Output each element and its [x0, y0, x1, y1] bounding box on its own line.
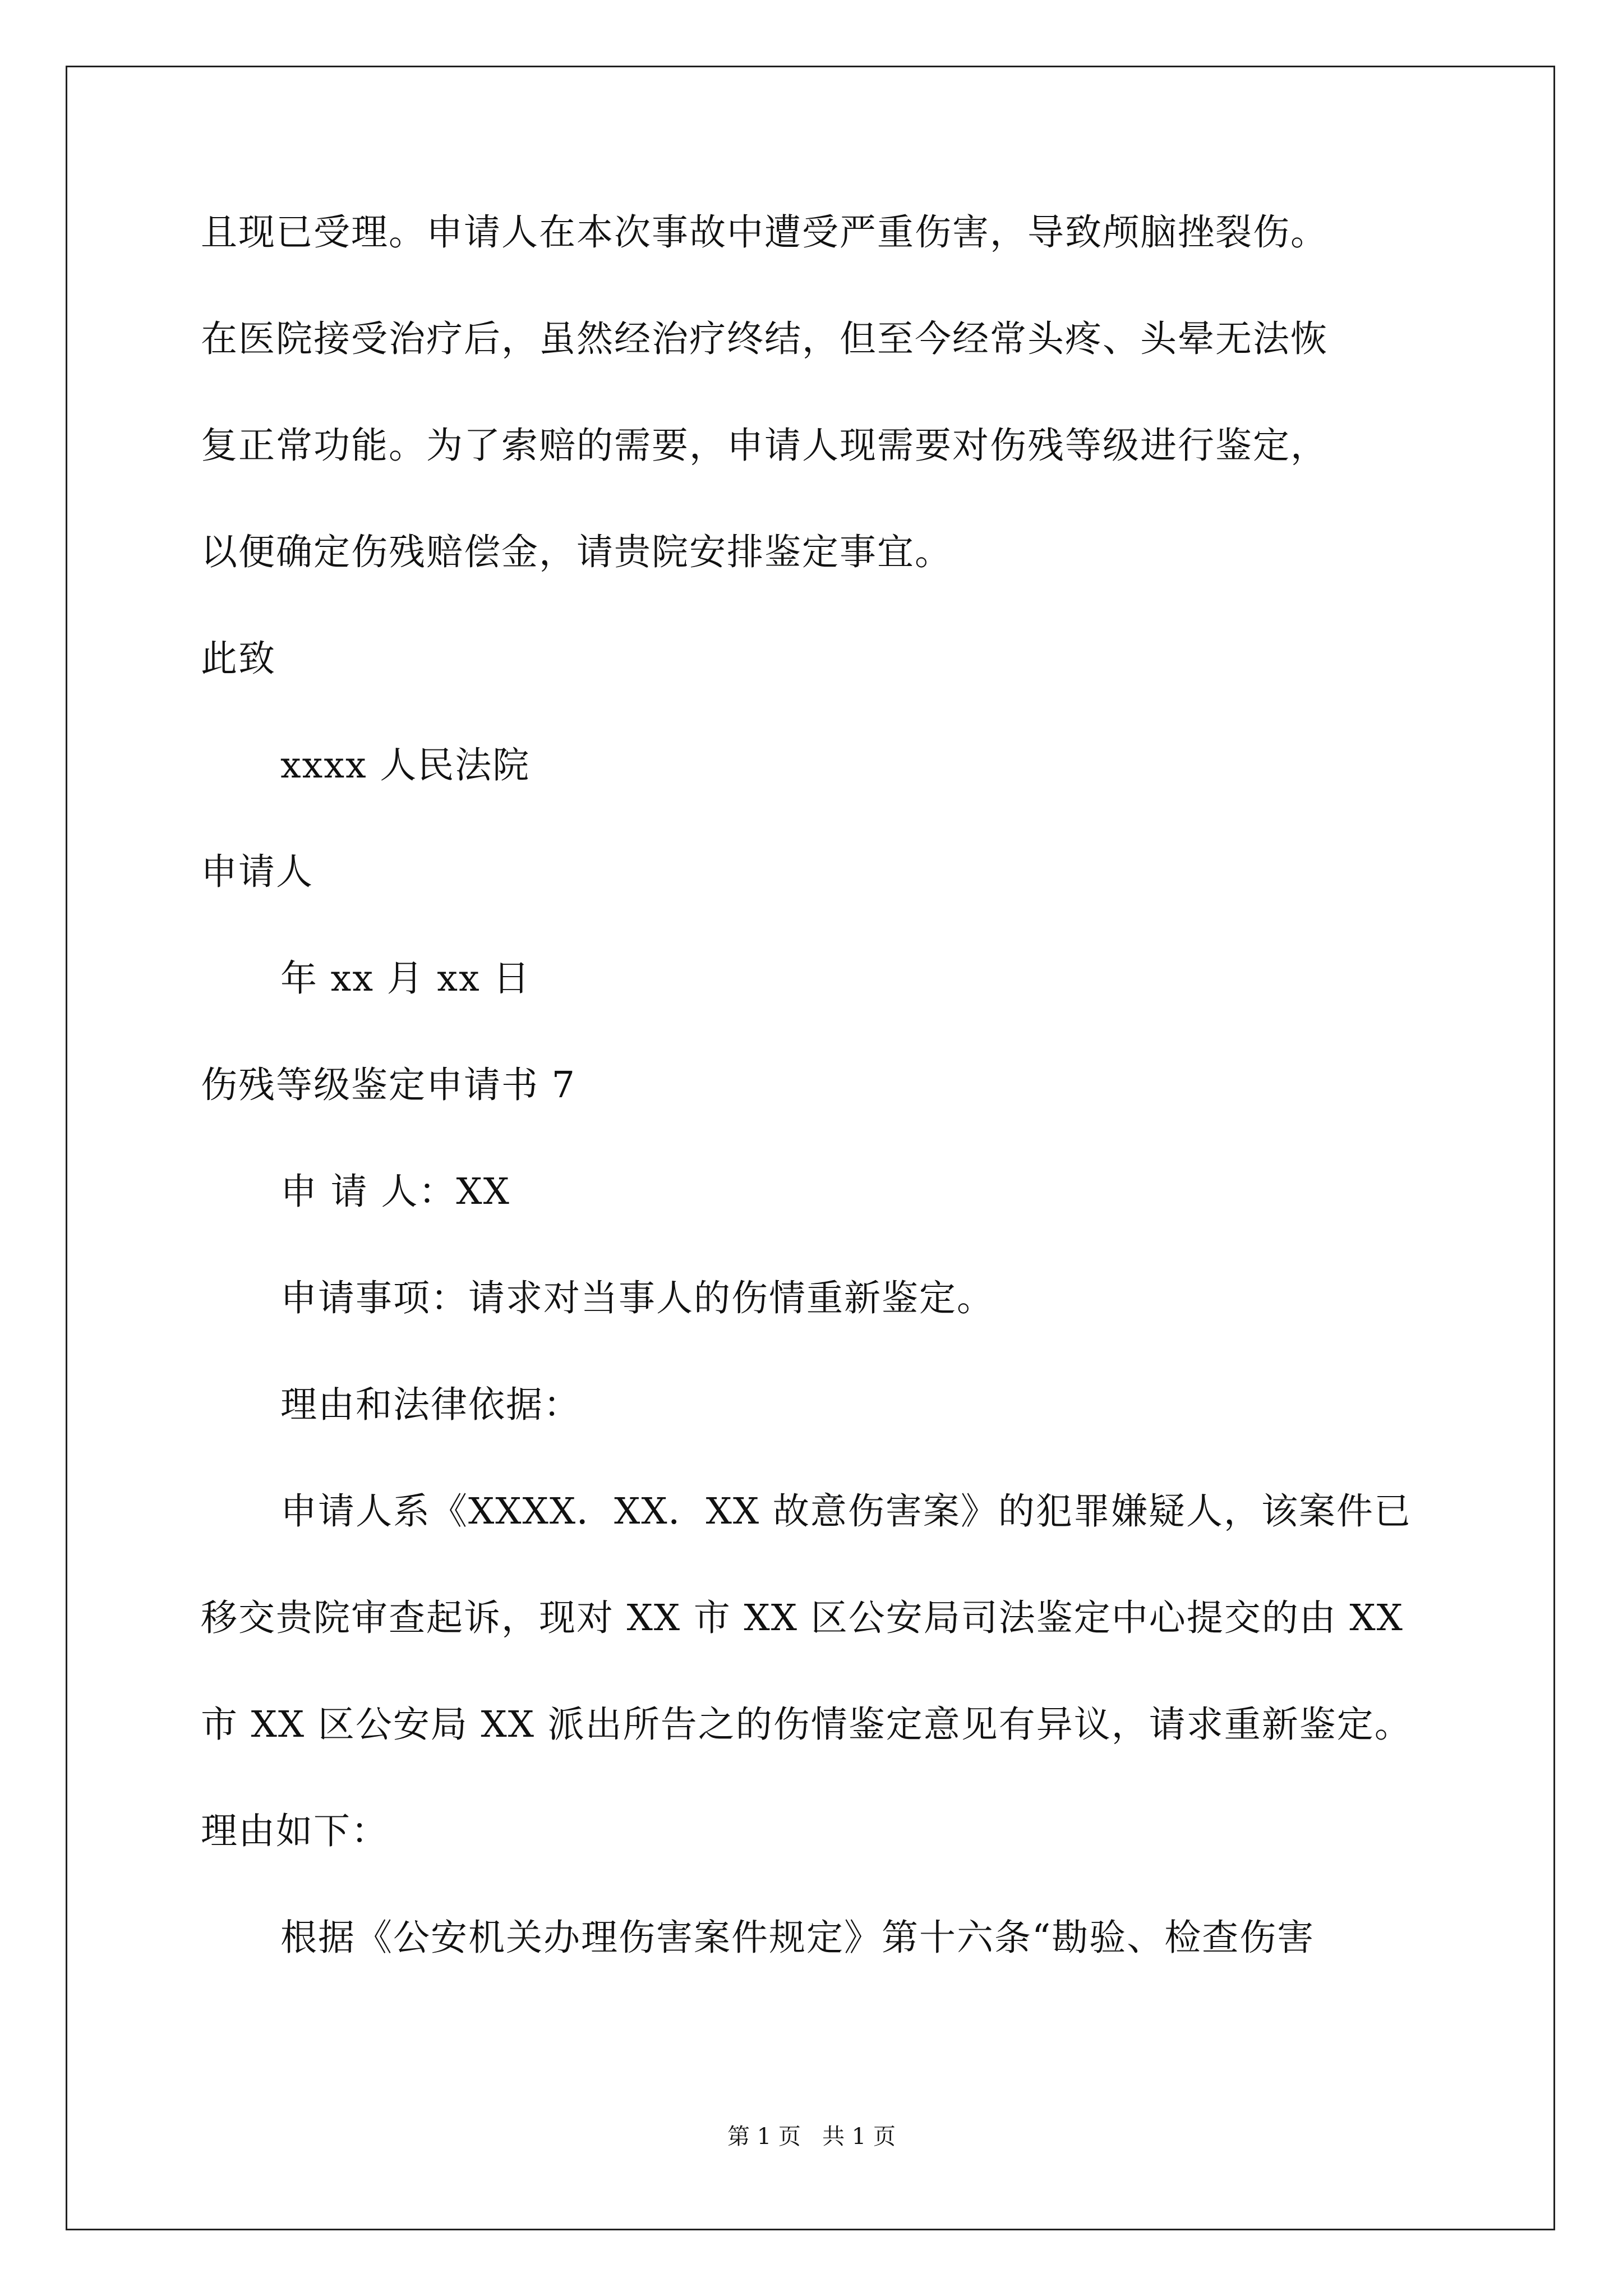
body-line-4: 以便确定伤残赔偿金，请贵院安排鉴定事宜。 — [201, 531, 953, 573]
body-line-14: 移交贵院审查起诉，现对 XX 市 XX 区公安局司法鉴定中心提交的由 XX — [201, 1597, 1404, 1639]
page-footer: 第 1 页 共 1 页 — [727, 2124, 896, 2150]
applicant-field: 申 请 人：XX — [280, 1171, 510, 1213]
request-matter: 申请事项：请求对当事人的伤情重新鉴定。 — [280, 1277, 995, 1319]
section-title: 伤残等级鉴定申请书 7 — [201, 1064, 577, 1106]
applicant-signature: 申请人 — [201, 851, 314, 893]
body-line-17: 根据《公安机关办理伤害案件规定》第十六条“勘验、检查伤害 — [280, 1917, 1315, 1959]
reasons-heading: 理由和法律依据： — [280, 1384, 582, 1426]
salutation: 此致 — [201, 638, 276, 680]
body-line-1: 且现已受理。申请人在本次事故中遭受严重伤害，导致颅脑挫裂伤。 — [201, 211, 1329, 254]
recipient-court: xxxx 人民法院 — [280, 744, 531, 786]
body-line-16: 理由如下： — [201, 1810, 389, 1852]
body-line-15: 市 XX 区公安局 XX 派出所告之的伤情鉴定意见有异议，请求重新鉴定。 — [201, 1704, 1412, 1746]
body-line-3: 复正常功能。为了索赔的需要，申请人现需要对伤残等级进行鉴定， — [201, 425, 1329, 467]
body-line-13: 申请人系《XXXX．XX．XX 故意伤害案》的犯罪嫌疑人，该案件已 — [280, 1490, 1412, 1533]
page-border — [66, 66, 1555, 2230]
body-line-2: 在医院接受治疗后，虽然经治疗终结，但至今经常头疼、头晕无法恢 — [201, 318, 1329, 360]
signature-date: 年 xx 月 xx 日 — [280, 958, 531, 1000]
